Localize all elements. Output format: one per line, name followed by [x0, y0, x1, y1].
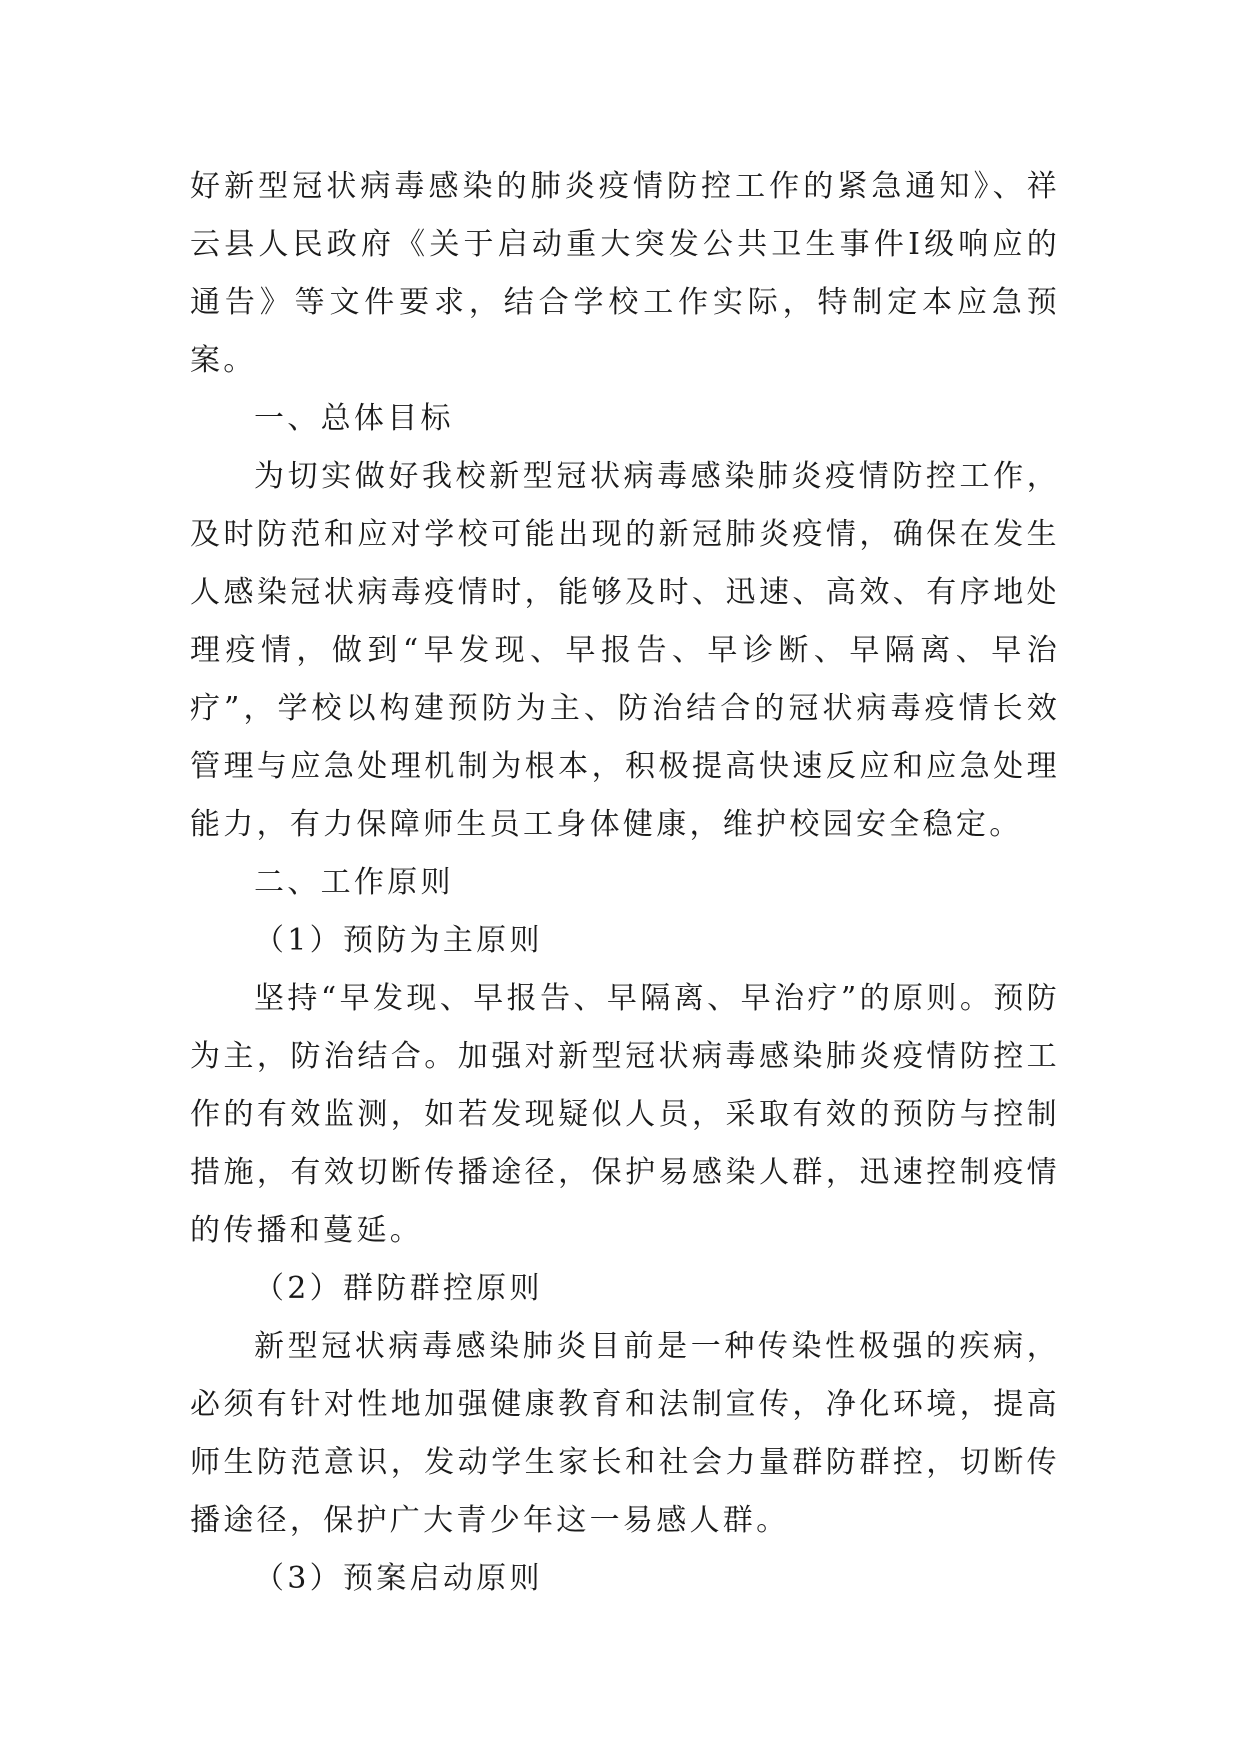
mass-control-paragraph: 新型冠状病毒感染肺炎目前是一种传染性极强的疾病，必须有针对性地加强健康教育和法制宣传，净化环境，提高师生防范意识，发动学生家长和社会力量群防群控，切断传播途径，保护广大青少年这一易感人群。 [190, 1329, 1060, 1538]
document-body [190, 158, 1060, 1608]
overall-goal-paragraph: 为切实做好我校新型冠状病毒感染肺炎疫情防控工作，及时防范和应对学校可能出现的新冠肺炎疫情，确保在发生人感染冠状病毒疫情时，能够及时、迅速、高效、有序地处理疫情，做到“早发现、早报告、早诊断、早隔离、早治疗”，学校以构建预防为主、防治结合的冠状病毒疫情长效管理与应急处理机制为根本，积极提高快速反应和应急处理能力，有力保障师生员工身体健康，维护校园安全稳定。 [190, 459, 1060, 842]
prevention-paragraph: 坚持“早发现、早报告、早隔离、早治疗”的原则。预防为主，防治结合。加强对新型冠状病毒感染肺炎疫情防控工作的有效监测，如若发现疑似人员，采取有效的预防与控制措施，有效切断传播途径，保护易感染人群，迅速控制疫情的传播和蔓延。 [190, 981, 1060, 1248]
principle-heading-plan-activation: （3）预案启动原则 [254, 1561, 543, 1596]
intro-paragraph: 好新型冠状病毒感染的肺炎疫情防控工作的紧急通知》、祥云县人民政府《关于启动重大突发公共卫生事件Ⅰ级响应的通告》等文件要求，结合学校工作实际，特制定本应急预案。 [190, 169, 1060, 378]
section-heading-work-principles: 二、工作原则 [254, 865, 454, 900]
section-heading-overall-goal: 一、总体目标 [254, 401, 454, 436]
principle-heading-prevention: （1）预防为主原则 [254, 923, 543, 958]
principle-heading-mass-control: （2）群防群控原则 [254, 1271, 543, 1306]
